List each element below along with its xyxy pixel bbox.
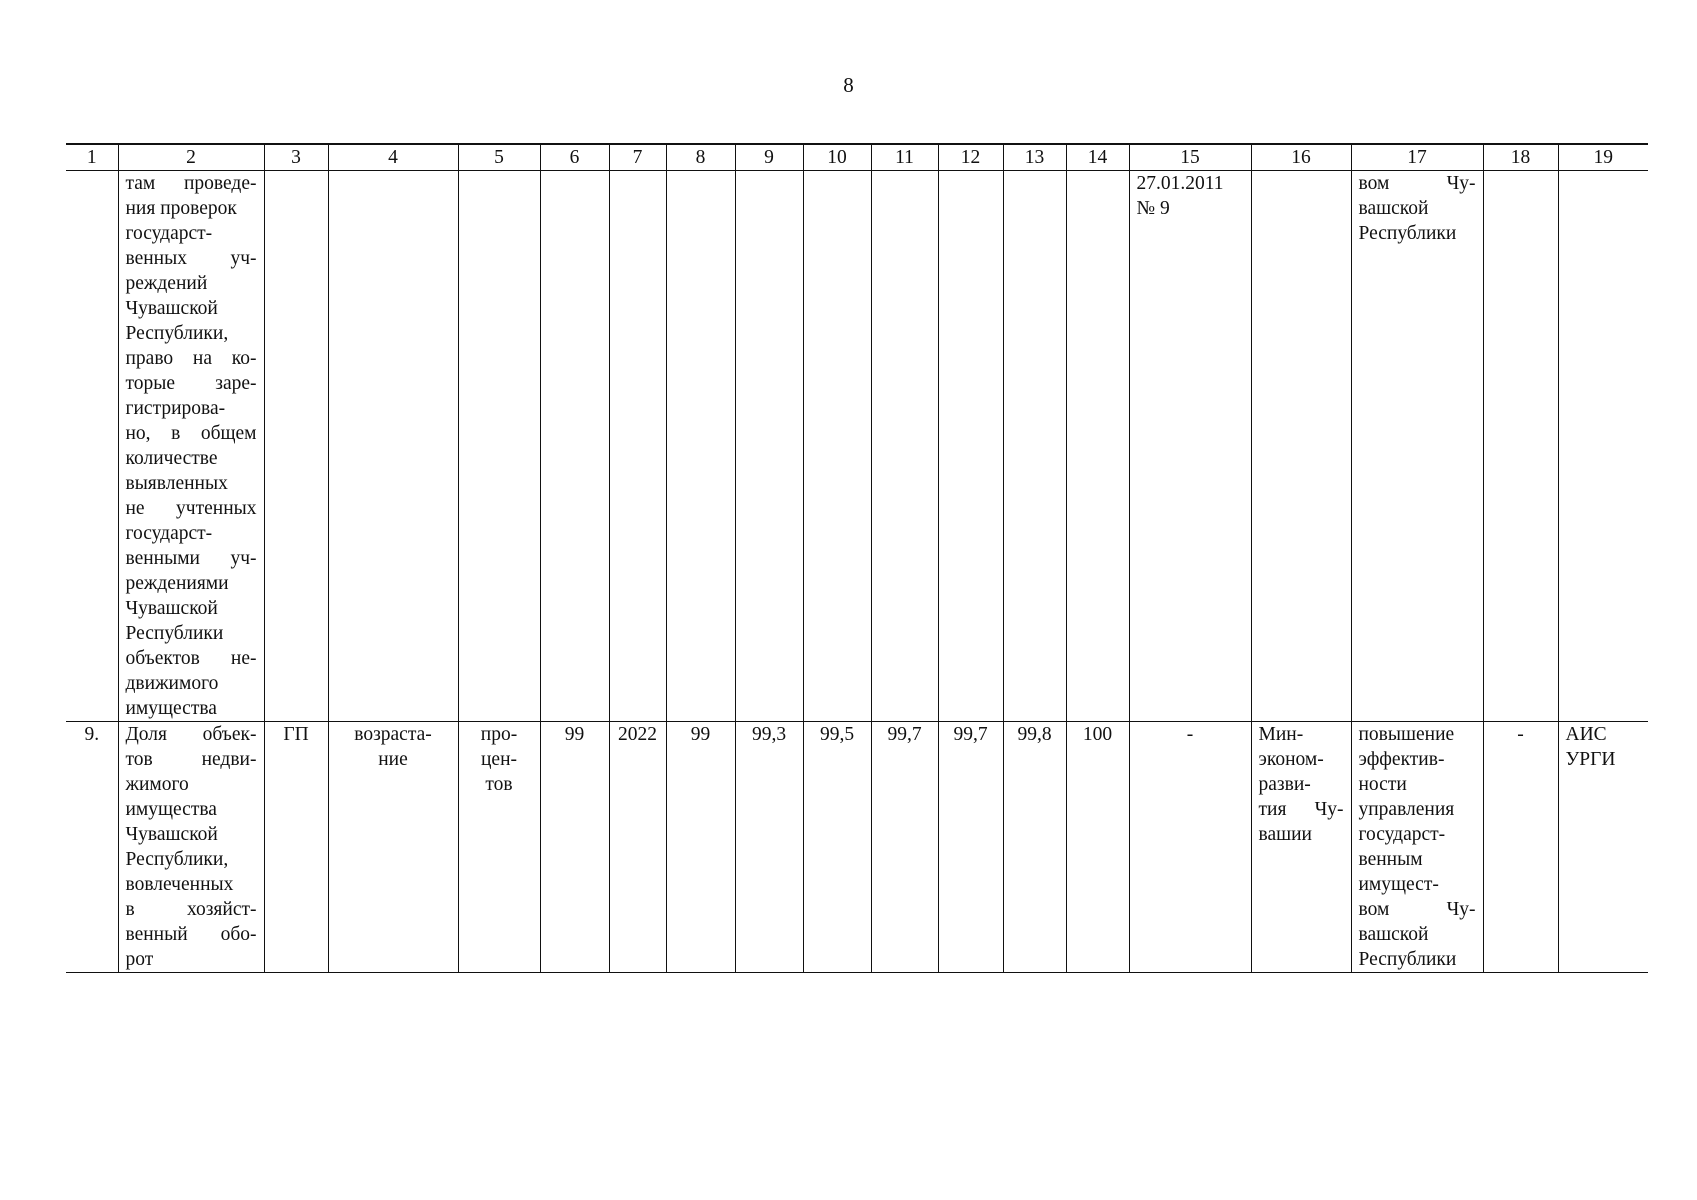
text-line: повышение <box>1358 724 1455 745</box>
table-cell <box>458 171 540 722</box>
header-cell: 10 <box>803 144 871 171</box>
text-line: выявленных <box>125 473 228 494</box>
table-cell <box>1483 171 1558 722</box>
header-cell: 6 <box>540 144 609 171</box>
indicators-table <box>66 143 1648 973</box>
text-line: государст- <box>1358 824 1446 845</box>
text-line: Чувашской <box>125 298 218 319</box>
text-line: эконом- <box>1258 749 1324 770</box>
text-line: разви- <box>1258 774 1311 795</box>
value-cell: - <box>1483 722 1558 973</box>
table-cell <box>540 171 609 722</box>
header-cell: 2 <box>118 144 264 171</box>
text-line: вом Чу- <box>1358 173 1476 194</box>
value-cell: 99,7 <box>871 722 938 973</box>
text-line: цен- <box>480 749 518 770</box>
text-line: но, в общем <box>125 423 257 444</box>
indicator-name-cell <box>118 171 264 722</box>
header-cell: 19 <box>1558 144 1648 171</box>
text-line: реждений <box>125 273 208 294</box>
table-row <box>66 722 1648 973</box>
header-cell: 1 <box>66 144 118 171</box>
text-line: реждениями <box>125 573 229 594</box>
text-line: № 9 <box>1136 198 1170 219</box>
table-cell <box>803 171 871 722</box>
text-line: венных уч- <box>125 248 257 269</box>
table-cell <box>328 171 458 722</box>
document-ref-cell: - <box>1129 722 1251 973</box>
text-line: количестве <box>125 448 218 469</box>
text-line: Чувашской <box>125 598 218 619</box>
text-line: имущест- <box>1358 874 1439 895</box>
responsible-cell <box>1251 722 1351 973</box>
table-cell <box>871 171 938 722</box>
text-line: ние <box>378 749 408 770</box>
header-cell: 9 <box>735 144 803 171</box>
value-cell: 99,8 <box>1003 722 1066 973</box>
program-type-cell: ГП <box>264 722 328 973</box>
indicator-name-cell <box>118 722 264 973</box>
table-cell <box>609 171 666 722</box>
table-cell <box>735 171 803 722</box>
text-line: возраста- <box>354 724 432 745</box>
text-line: про- <box>480 724 518 745</box>
text-line: Чувашской <box>125 824 218 845</box>
text-line: жимого <box>125 774 189 795</box>
text-line: в хозяйст- <box>125 899 257 920</box>
text-line: 27.01.2011 <box>1136 173 1224 194</box>
value-cell: 99 <box>666 722 735 973</box>
unit-cell <box>458 722 540 973</box>
header-cell: 16 <box>1251 144 1351 171</box>
table-cell <box>1558 171 1648 722</box>
text-line: ния проверок <box>125 198 237 219</box>
header-row <box>66 144 1648 171</box>
text-line: торые заре- <box>125 373 257 394</box>
value-cell: 99,3 <box>735 722 803 973</box>
header-cell: 8 <box>666 144 735 171</box>
text-line: Доля объек- <box>125 724 257 745</box>
header-cell: 15 <box>1129 144 1251 171</box>
table-cell <box>264 171 328 722</box>
text-line: управления <box>1358 799 1455 820</box>
header-cell: 5 <box>458 144 540 171</box>
document-ref-cell <box>1129 171 1251 722</box>
text-line: ности <box>1358 774 1407 795</box>
row-number-cell: 9. <box>66 722 118 973</box>
text-line: имущества <box>125 698 217 719</box>
table-row <box>66 171 1648 722</box>
text-line: Республики <box>1358 223 1457 244</box>
header-cell: 14 <box>1066 144 1129 171</box>
header-cell: 4 <box>328 144 458 171</box>
text-line: УРГИ <box>1565 749 1616 770</box>
text-line: движимого <box>125 673 219 694</box>
text-line: венный обо- <box>125 924 257 945</box>
value-cell: 99,5 <box>803 722 871 973</box>
header-cell: 7 <box>609 144 666 171</box>
text-line: государст- <box>125 223 213 244</box>
header-cell: 11 <box>871 144 938 171</box>
value-cell: 99,7 <box>938 722 1003 973</box>
year-cell: 2022 <box>609 722 666 973</box>
trend-cell <box>328 722 458 973</box>
text-line: государст- <box>125 523 213 544</box>
value-cell: 99 <box>540 722 609 973</box>
text-line: вовлеченных <box>125 874 234 895</box>
table-cell <box>1251 171 1351 722</box>
info-system-cell <box>1558 722 1648 973</box>
text-line: гистрирова- <box>125 398 226 419</box>
text-line: Республики <box>125 623 224 644</box>
text-line: Республики, <box>125 849 229 870</box>
text-line: тов недви- <box>125 749 257 770</box>
text-line: тия Чу- <box>1258 799 1344 820</box>
text-line: эффектив- <box>1358 749 1445 770</box>
goal-cell <box>1351 171 1483 722</box>
text-line: тов <box>485 774 513 795</box>
header-cell: 3 <box>264 144 328 171</box>
text-line: Республики <box>1358 949 1457 970</box>
table-cell <box>66 171 118 722</box>
table-cell <box>1003 171 1066 722</box>
header-cell: 13 <box>1003 144 1066 171</box>
text-line: рот <box>125 949 154 970</box>
header-cell: 12 <box>938 144 1003 171</box>
text-line: АИС <box>1565 724 1607 745</box>
text-line: Мин- <box>1258 724 1304 745</box>
value-cell: 100 <box>1066 722 1129 973</box>
header-cell: 18 <box>1483 144 1558 171</box>
table-cell <box>938 171 1003 722</box>
text-line: имущества <box>125 799 217 820</box>
page-number: 8 <box>843 73 854 97</box>
text-line: объектов не- <box>125 648 257 669</box>
text-line: вом Чу- <box>1358 899 1476 920</box>
text-line: венными уч- <box>125 548 257 569</box>
text-line: право на ко- <box>125 348 257 369</box>
text-line: вашской <box>1358 924 1429 945</box>
text-line: не учтенных <box>125 498 257 519</box>
text-line: венным <box>1358 849 1423 870</box>
text-line: Республики, <box>125 323 229 344</box>
table-cell <box>1066 171 1129 722</box>
goal-cell <box>1351 722 1483 973</box>
header-cell: 17 <box>1351 144 1483 171</box>
text-line: вашии <box>1258 824 1312 845</box>
text-line: там проведе- <box>125 173 257 194</box>
table-cell <box>666 171 735 722</box>
text-line: вашской <box>1358 198 1429 219</box>
